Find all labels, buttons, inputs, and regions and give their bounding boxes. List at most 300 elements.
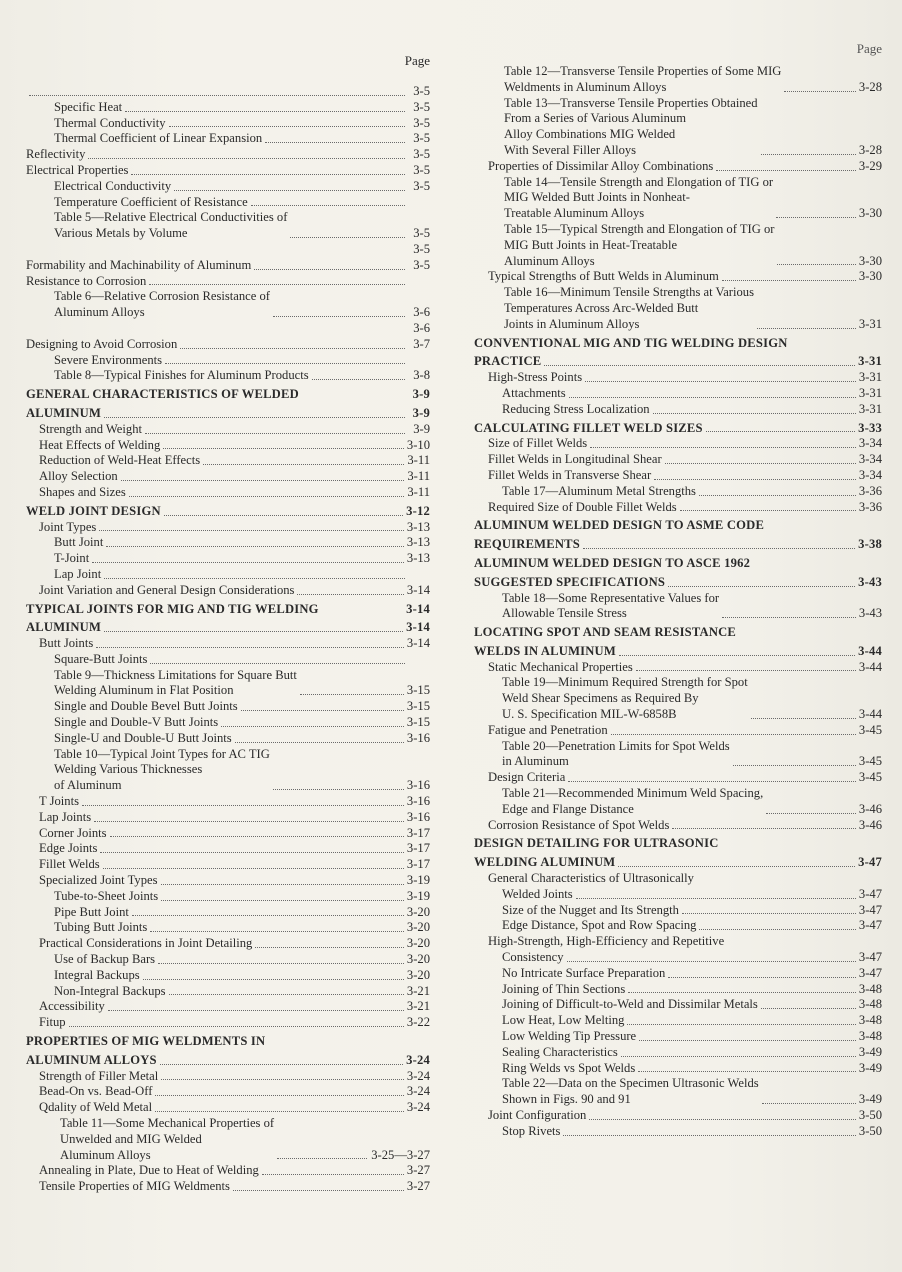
toc-entry-page: 3-5 (413, 257, 430, 272)
toc-entry-title: Table 5—Relative Electrical Conductivities of Various Metals by Volume (54, 210, 288, 241)
dot-leader (672, 828, 856, 829)
toc-entry-page: 3-46 (858, 801, 882, 816)
dot-leader (611, 734, 856, 735)
toc-entry (20, 131, 430, 147)
dot-leader (757, 328, 856, 329)
toc-entry-title: ALUMINUM WELDED DESIGN TO ASME CODE (474, 518, 765, 533)
toc-entry-page: 3-14 (406, 601, 430, 616)
toc-entry-title: Annealing in Plate, Due to Heat of Welding (39, 1163, 259, 1178)
toc-entry (470, 934, 882, 950)
toc-entry-page: 3-49 (858, 1060, 882, 1075)
dot-leader (99, 530, 404, 531)
toc-entry (470, 660, 882, 676)
dot-leader (69, 1026, 404, 1027)
dot-leader (699, 495, 856, 496)
toc-entry (20, 905, 430, 921)
dot-leader (121, 480, 405, 481)
toc-entry (20, 116, 430, 132)
toc-entry-title: Table 14—Tensile Strength and Elongation of TIG or MIG Welded Butt Joints in Nonheat- Treatable Aluminum Alloys (504, 174, 774, 221)
dot-leader (88, 158, 405, 159)
dot-leader (618, 866, 855, 867)
toc-entry (20, 84, 430, 100)
dot-leader (131, 174, 405, 175)
toc-section-heading (20, 602, 430, 618)
toc-entry-page: 3-10 (406, 437, 430, 452)
toc-entry-page: 3-8 (413, 368, 430, 383)
toc-entry-title: Fatigue and Penetration (488, 722, 608, 737)
toc-entry (20, 652, 430, 668)
toc-entry-title: Reflectivity (26, 147, 86, 162)
dot-leader (297, 594, 403, 595)
toc-entry-title: Tubing Butt Joints (54, 920, 148, 935)
dot-leader (150, 663, 405, 664)
toc-entry-page: 3-48 (858, 981, 882, 996)
dot-leader (273, 316, 405, 317)
toc-entry-title: General Characteristics of Ultrasonically (488, 871, 694, 886)
toc-entry-title: ALUMINUM WELDED DESIGN TO ASCE 1962 (474, 555, 751, 570)
toc-entry-page: 3-49 (858, 1044, 882, 1059)
toc-entry-page: 3-44 (858, 643, 882, 658)
dot-leader (638, 1071, 856, 1072)
dot-leader (106, 546, 404, 547)
toc-entry (470, 1108, 882, 1124)
toc-entry-title: Qdality of Weld Metal (39, 1100, 153, 1115)
dot-leader (100, 852, 403, 853)
toc-entry-title: Table 11—Some Mechanical Properties of Unwelded and MIG Welded Aluminum Alloys (60, 1116, 275, 1162)
toc-entry (470, 786, 882, 818)
toc-entry-title: Table 19—Minimum Required Strength for Spot Weld Shear Specimens as Required By U. S. Specification MIL-W-6858B (502, 675, 748, 722)
toc-entry-title: Non-Integral Backups (54, 983, 166, 998)
dot-leader (585, 381, 856, 382)
toc-entry-page: 3-17 (406, 825, 430, 840)
toc-entry-page: 3-5 (413, 178, 430, 193)
toc-entry-page: 3-13 (406, 535, 430, 550)
dot-leader (82, 805, 404, 806)
toc-entry-page: 3-5 (413, 241, 430, 256)
dot-leader (636, 670, 856, 671)
toc-entry-title: Shapes and Sizes (39, 484, 126, 499)
dot-leader (277, 1158, 367, 1159)
toc-entry-page: 3-22 (406, 1015, 430, 1030)
dot-leader (143, 979, 404, 980)
toc-entry (20, 1179, 430, 1195)
toc-entry (20, 889, 430, 905)
dot-leader (628, 992, 856, 993)
toc-entry-page: 3-30 (858, 253, 882, 268)
toc-entry-title: Heat Effects of Welding (39, 437, 161, 452)
toc-entry-page: 3-24 (406, 1068, 430, 1083)
toc-entry (470, 918, 882, 934)
toc-entry-page: 3-11 (407, 469, 430, 484)
toc-entry (470, 1029, 882, 1045)
dot-leader (583, 548, 855, 549)
dot-leader (241, 710, 404, 711)
toc-entry-title: Typical Strengths of Butt Welds in Aluminum (488, 269, 719, 284)
toc-entry (470, 871, 882, 887)
dot-leader (158, 963, 404, 964)
toc-entry-page: 3-9 (412, 405, 430, 420)
dot-leader (155, 1111, 404, 1112)
toc-entry-page: 3-27 (406, 1179, 430, 1194)
toc-entry-title: Temperature Coefficient of Resistance (54, 194, 248, 209)
toc-entry-title: Single-U and Double-U Butt Joints (54, 730, 232, 745)
dot-leader (161, 1079, 404, 1080)
toc-entry-page: 3-5 (413, 147, 430, 162)
toc-entry (470, 818, 882, 834)
toc-entry (470, 484, 882, 500)
toc-entry-title: Tube-to-Sheet Joints (54, 888, 159, 903)
toc-entry (20, 179, 430, 195)
dot-leader (161, 900, 404, 901)
dot-leader (149, 284, 405, 285)
dot-leader (722, 617, 856, 618)
toc-entry (20, 1163, 430, 1179)
toc-section-heading (470, 575, 882, 591)
toc-entry-title: Fillet Welds (39, 857, 100, 872)
toc-entry-title: Lap Joint (54, 566, 102, 581)
dot-leader (150, 931, 404, 932)
toc-entry-title: Table 16—Minimum Tensile Strengths at Various Temperatures Across Arc-Welded Butt Joints in Aluminum Alloys (504, 285, 754, 331)
page-column-header: Page (404, 53, 430, 68)
toc-entry (470, 950, 882, 966)
toc-entry-title: T Joints (39, 794, 80, 809)
dot-leader (103, 868, 404, 869)
toc-entry-page: 3-45 (858, 754, 882, 769)
toc-entry (470, 285, 882, 332)
toc-entry-title: Resistance to Corrosion (26, 273, 147, 288)
toc-entry-title: SUGGESTED SPECIFICATIONS (474, 574, 666, 589)
toc-entry (20, 952, 430, 968)
toc-entry-title: WELDS IN ALUMINUM (474, 643, 616, 658)
toc-entry (20, 321, 430, 337)
toc-entry-page: 3-5 (413, 99, 430, 114)
toc-section-heading (470, 518, 882, 534)
dot-leader (255, 947, 404, 948)
dot-leader (653, 413, 856, 414)
toc-entry-page: 3-19 (406, 873, 430, 888)
toc-entry-page: 3-34 (858, 436, 882, 451)
toc-section-heading (470, 537, 882, 553)
toc-entry-title: Joint Variation and General Design Considerations (39, 582, 295, 597)
toc-entry-title: GENERAL CHARACTERISTICS OF WELDED (26, 387, 299, 402)
toc-entry (20, 337, 430, 353)
toc-entry-title: Thermal Conductivity (54, 115, 166, 130)
dot-leader (589, 1119, 856, 1120)
toc-entry (470, 436, 882, 452)
toc-entry (20, 999, 430, 1015)
toc-entry (20, 210, 430, 242)
toc-entry-title: Size of the Nugget and Its Strength (502, 902, 679, 917)
toc-entry-title: Table 18—Some Representative Values for Allowable Tensile Stress (502, 590, 720, 621)
toc-entry (470, 966, 882, 982)
toc-entry (20, 984, 430, 1000)
toc-entry-title: Table 12—Transverse Tensile Properties of Some MIG Weldments in Aluminum Alloys (504, 64, 782, 94)
toc-entry (20, 1116, 430, 1163)
dot-leader (590, 447, 856, 448)
toc-section-heading (20, 620, 430, 636)
toc-entry (20, 873, 430, 889)
toc-entry-page: 3-45 (858, 770, 882, 785)
toc-entry-page: 3-27 (406, 1163, 430, 1178)
toc-entry (20, 1015, 430, 1031)
dot-leader (706, 431, 855, 432)
toc-entry-title: Single and Double Bevel Butt Joints (54, 699, 238, 714)
dot-leader (273, 789, 404, 790)
toc-section-heading (470, 421, 882, 437)
toc-entry (20, 195, 430, 211)
dot-leader (169, 994, 404, 995)
toc-entry (470, 386, 882, 402)
toc-entry-title: WELD JOINT DESIGN (26, 503, 161, 518)
toc-entry-title: Properties of Dissimilar Alloy Combinations (488, 158, 714, 173)
toc-entry-title: WELDING ALUMINUM (474, 855, 616, 870)
toc-entry-page: 3-50 (858, 1108, 882, 1122)
toc-entry-title: ALUMINUM (26, 405, 102, 420)
toc-entry-title: Joint Configuration (488, 1108, 587, 1122)
toc-section-heading (470, 644, 882, 660)
toc-entry (20, 936, 430, 952)
dot-leader (96, 647, 404, 648)
toc-entry-title: ALUMINUM (26, 620, 102, 635)
toc-section-heading (470, 836, 882, 852)
dot-leader (569, 397, 856, 398)
toc-entry-page: 3-7 (413, 336, 430, 351)
toc-entry (20, 826, 430, 842)
toc-entry (20, 747, 430, 794)
toc-entry-title: CALCULATING FILLET WELD SIZES (474, 420, 703, 435)
toc-entry-title: LOCATING SPOT AND SEAM RESISTANCE (474, 625, 737, 640)
toc-entry-page: 3-47 (858, 950, 882, 965)
toc-entry-title: Joining of Difficult-to-Weld and Dissimilar Metals (502, 997, 758, 1012)
toc-entry-page: 3-33 (858, 420, 882, 435)
dot-leader (251, 205, 405, 206)
toc-entry (20, 100, 430, 116)
toc-entry (20, 242, 430, 258)
toc-entry-title: Size of Fillet Welds (488, 436, 588, 451)
toc-entry-page: 3-29 (858, 158, 882, 173)
dot-leader (563, 1135, 855, 1136)
toc-section-heading (470, 354, 882, 370)
dot-leader (567, 961, 856, 962)
toc-entry-page: 3-20 (406, 952, 430, 967)
dot-leader (761, 154, 856, 155)
toc-entry-title: Bead-On vs. Bead-Off (39, 1084, 153, 1099)
toc-section-heading (20, 406, 430, 422)
toc-entry-title: PROPERTIES OF MIG WELDMENTS IN (26, 1034, 266, 1049)
dot-leader (235, 742, 404, 743)
toc-entry (20, 368, 430, 384)
toc-entry-title: Corner Joints (39, 825, 107, 840)
toc-entry-page: 3-13 (406, 551, 430, 566)
dot-leader (680, 510, 856, 511)
toc-entry (20, 810, 430, 826)
toc-entry-title: Edge Joints (39, 841, 98, 856)
toc-entry-page: 3-9 (413, 421, 430, 436)
toc-entry-page: 3-30 (858, 206, 882, 221)
toc-entry (470, 96, 882, 159)
toc-entry-page: 3-19 (406, 888, 430, 903)
toc-entry-title: DESIGN DETAILING FOR ULTRASONIC (474, 836, 719, 851)
page-column-header: Page (856, 41, 882, 56)
toc-entry-title: Table 20—Penetration Limits for Spot Welds in Aluminum (502, 738, 730, 769)
toc-entry-title: No Intricate Surface Preparation (502, 965, 666, 980)
toc-entry (20, 535, 430, 551)
dot-leader (766, 813, 856, 814)
dot-leader (155, 1095, 403, 1096)
toc-entry (470, 770, 882, 786)
toc-entry-title: Corrosion Resistance of Spot Welds (488, 817, 670, 832)
toc-entry-page: 3-5 (413, 84, 430, 98)
toc-entry-title: Fillet Welds in Transverse Shear (488, 467, 652, 482)
toc-list-left (20, 84, 430, 1195)
dot-leader (29, 95, 405, 96)
dot-leader (716, 170, 856, 171)
toc-entry-title: Joint Types (39, 519, 97, 534)
toc-entry-page: 3-47 (858, 855, 882, 870)
toc-entry-title: Reducing Stress Localization (502, 401, 650, 416)
dot-leader (621, 1056, 856, 1057)
toc-entry-page: 3-5 (413, 131, 430, 146)
toc-entry-title: Table 6—Relative Corrosion Resistance of Aluminum Alloys (54, 289, 270, 320)
toc-entry (470, 887, 882, 903)
dot-leader (125, 111, 405, 112)
toc-entry-page: 3-48 (858, 1029, 882, 1044)
toc-entry-page: 3-5 (413, 162, 430, 177)
toc-entry (20, 438, 430, 454)
toc-entry (470, 222, 882, 269)
toc-entry-page: 3-20 (406, 967, 430, 982)
toc-entry (20, 1084, 430, 1100)
toc-entry-title: Attachments (502, 385, 566, 400)
toc-entry-title: Fitup (39, 1015, 66, 1030)
toc-entry (20, 920, 430, 936)
dot-leader (108, 1010, 404, 1011)
toc-entry-title: Design Criteria (488, 770, 566, 785)
toc-entry (470, 452, 882, 468)
toc-entry-page: 3-16 (406, 809, 430, 824)
dot-leader (290, 237, 405, 238)
toc-section-heading (470, 556, 882, 572)
toc-entry-page: 3-14 (406, 582, 430, 597)
toc-entry-page: 3-9 (412, 387, 430, 402)
dot-leader (751, 718, 856, 719)
toc-entry-title: Static Mechanical Properties (488, 659, 633, 674)
toc-entry-page: 3-25—3-27 (371, 1147, 430, 1162)
toc-entry-title: Consistency (502, 950, 564, 965)
toc-entry-page: 3-48 (858, 1013, 882, 1028)
toc-section-heading (20, 387, 430, 403)
toc-entry (20, 274, 430, 290)
toc-entry-title: Use of Backup Bars (54, 952, 156, 967)
toc-entry (20, 731, 430, 747)
toc-entry-title: Low Welding Tip Pressure (502, 1029, 637, 1044)
toc-entry-page: 3-31 (858, 401, 882, 416)
toc-entry-page: 3-16 (406, 730, 430, 745)
toc-entry (470, 739, 882, 771)
toc-entry-title: Alloy Selection (39, 469, 118, 484)
toc-entry-page: 3-31 (858, 385, 882, 400)
toc-entry-title: Practical Considerations in Joint Detailing (39, 936, 253, 951)
toc-entry-page: 3-15 (406, 699, 430, 714)
toc-entry-title: Thermal Coefficient of Linear Expansion (54, 131, 263, 146)
toc-entry-page: 3-47 (858, 918, 882, 933)
toc-entry-page: 3-49 (858, 1092, 882, 1107)
toc-entry-title: Pipe Butt Joint (54, 904, 129, 919)
dot-leader (776, 217, 856, 218)
toc-entry-page: 3-20 (406, 904, 430, 919)
toc-entry-title: Fillet Welds in Longitudinal Shear (488, 452, 662, 467)
toc-entry-page: 3-15 (406, 715, 430, 730)
dot-leader (233, 1190, 404, 1191)
dot-leader (165, 363, 405, 364)
dot-leader (132, 915, 404, 916)
toc-entry-title: Sealing Characteristics (502, 1044, 618, 1059)
toc-entry-title: Designing to Avoid Corrosion (26, 336, 178, 351)
toc-entry-page: 3-38 (858, 537, 882, 552)
toc-entry-title: Low Heat, Low Melting (502, 1013, 625, 1028)
toc-entry-page: 3-24 (406, 1084, 430, 1099)
toc-entry-page: 3-14 (406, 620, 430, 635)
toc-entry (470, 1061, 882, 1077)
toc-section-heading (20, 1053, 430, 1069)
dot-leader (221, 726, 404, 727)
toc-entry-page: 3-31 (858, 370, 882, 385)
toc-entry-title: ALUMINUM ALLOYS (26, 1052, 157, 1067)
dot-leader (699, 929, 855, 930)
dot-leader (544, 365, 855, 366)
toc-entry (470, 1076, 882, 1108)
toc-entry-page: 3-24 (406, 1100, 430, 1115)
toc-entry-page: 3-5 (413, 115, 430, 130)
dot-leader (94, 821, 404, 822)
toc-entry (20, 636, 430, 652)
dot-leader (161, 884, 404, 885)
dot-leader (722, 280, 856, 281)
dot-leader (145, 433, 405, 434)
toc-entry-title: Welded Joints (502, 886, 573, 901)
toc-entry-page: 3-5 (413, 226, 430, 241)
toc-entry-title: CONVENTIONAL MIG AND TIG WELDING DESIGN (474, 335, 788, 350)
toc-entry-page: 3-34 (858, 467, 882, 482)
toc-entry-title: Accessibility (39, 999, 105, 1014)
dot-leader (174, 190, 405, 191)
toc-entry (20, 794, 430, 810)
toc-entry (20, 485, 430, 501)
toc-entry-page: 3-44 (858, 707, 882, 722)
toc-entry-page: 3-31 (858, 354, 882, 369)
dot-leader (761, 1008, 856, 1009)
toc-entry-title: Table 9—Thickness Limitations for Square Butt Welding Aluminum in Flat Position (54, 667, 297, 698)
toc-entry-title: Required Size of Double Fillet Welds (488, 499, 677, 514)
toc-entry (20, 520, 430, 536)
dot-leader (682, 913, 856, 914)
dot-leader (568, 781, 856, 782)
toc-entry-title: Table 8—Typical Finishes for Aluminum Products (54, 368, 309, 383)
toc-entry (470, 675, 882, 722)
toc-entry-title: Ring Welds vs Spot Welds (502, 1060, 636, 1075)
toc-entry (470, 64, 882, 96)
toc-entry (470, 500, 882, 516)
toc-entry-title: Electrical Properties (26, 162, 129, 177)
toc-entry (470, 903, 882, 919)
toc-entry-page: 3-28 (858, 142, 882, 157)
toc-entry-page: 3-50 (858, 1123, 882, 1138)
toc-entry (470, 370, 882, 386)
toc-list-right (470, 64, 882, 1140)
dot-leader (160, 1064, 403, 1065)
toc-entry-page: 3-47 (858, 902, 882, 917)
toc-entry-page: 3-45 (858, 722, 882, 737)
